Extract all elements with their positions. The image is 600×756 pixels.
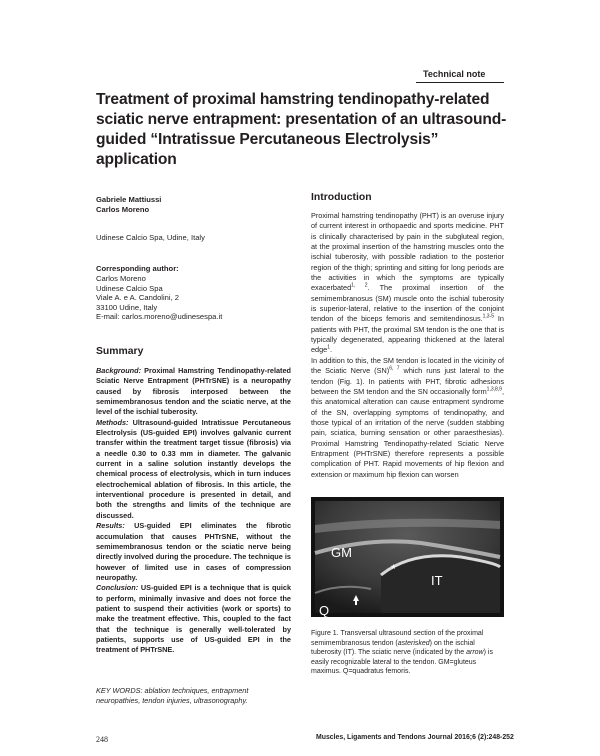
page-number: 248 — [96, 735, 108, 744]
abstract-label: Conclusion: — [96, 583, 139, 593]
summary-heading: Summary — [96, 346, 144, 357]
label-asterisk: * — [391, 562, 396, 576]
abstract — [96, 366, 291, 656]
corresponding-line: Carlos Moreno — [96, 274, 146, 283]
abstract-results: Results: US-guided EPI eliminates the fibrotic accumulation that causes PHTrSNE, without the semimembranosus tendon or the sciatic nerve being directly involved during the procedure. The technique is however of limited use in cases of compression neuropathy. — [96, 521, 292, 582]
corresponding-block — [96, 274, 222, 322]
keywords: KEY WORDS: ablation techniques, entrapment neuropathies, tendon injuries, ultrasonography. — [96, 686, 249, 706]
ultrasound-image — [311, 497, 504, 617]
figure-caption: Figure 1. Transversal ultrasound section of the proximal semimembranosus tendon (asterisked) on the ischial tuberosity (IT). The sciatic nerve (indicated by the arrow) is easily recognizable lateral to the tendon. GM=gluteus maximus. Q=quadratus femoris. — [311, 630, 493, 676]
intro-paragraph: Proximal hamstring tendinopathy (PHT) is an overuse injury of current interest in orthopaedic and sports medicine. PHT is clinically characterised by pain in the subgluteal region, at the proximal insertion of the hamstring muscles onto the ischial tuberosity, with possible radiation to the posterior region of the thigh; sprinting and sitting for long periods are the activities in which the symptoms are typically exacerbated$^{1, 2}$. The proximal insertion of the semimembranosus (SM) muscle onto the ischial tuberosity is superior-lateral, relative to the insertion of the conjoint tendon of the biceps femoris and semitendinosus.$^{1,3-5}$ In patients with PHT, the proximal SM tendon is the one that is typically degenerated, appearing thickened at the lateral edge$^1$. — [311, 211, 504, 355]
label-q: Q — [319, 603, 330, 617]
citation: 6, 7 — [389, 365, 400, 372]
affiliation: Udinese Calcio Spa, Udine, Italy — [96, 233, 205, 242]
abstract-methods: Methods: Ultrasound-guided Intratissue Percutaneous Electrolysis (US-guided EPI) involves galvanic current transfer within the treatment target tissue (fibrosis) via a needle 0.30 to 0.33 mm in diameter. The galvanic current in a saline solution instantly develops the chemical process of electrolysis, which in turn induces electrochemical ablation of fibrosis. In this article, the interventional procedure is presented in detail, and both the strengths and limits of the technique are discussed. — [96, 417, 291, 520]
citation: 1,3-5 — [482, 314, 495, 321]
abstract-label: Results: — [96, 521, 125, 531]
corresponding-heading: Corresponding author: — [96, 264, 179, 273]
author-name: Carlos Moreno — [96, 205, 150, 214]
corresponding-line: Udinese Calcio Spa — [96, 283, 163, 293]
abstract-label: Background: — [96, 366, 141, 375]
abstract-conclusion: Conclusion: US-guided EPI is a technique that is quick to perform, minimally invasive and does not force the patient to suspend their activities (work or sports) to make the treatment effective. This, coupled to the fact that the technique is generally well-tolerated by patients, supports use of US-guided EPI in the treatment of PHTrSNE. — [96, 583, 291, 655]
ultrasound-figure — [311, 497, 504, 617]
label-it: IT — [431, 573, 443, 588]
corresponding-line: 33100 Udine, Italy — [96, 302, 158, 312]
citation: 1 — [327, 345, 331, 352]
corresponding-email: E-mail: carlos.moreno@udinesespa.it — [96, 312, 223, 321]
journal-citation: Muscles, Ligaments and Tendons Journal 2016;6 (2):248-252 — [316, 734, 514, 741]
abstract-label: Methods: — [96, 417, 129, 427]
intro-paragraph: In addition to this, the SM tendon is located in the vicinity of the Sciatic Nerve (SN)$^{6, 7}$ which runs just lateral to the tendon (Fig. 1). In patients with PHT, fibrotic adhesions between the SM tendon and the SN occasionally form$^{1,3,8,9}$, this anatomical alteration can cause entrapment syndrome of the SN, overlapping symptoms of tendinopathy, and those typical of an irritation of the nerve (sudden stabbing pain, sciatica, burning sensation or other paraesthesias). Proximal Hamstring Tendinopathy-related Sciatic Nerve Entrapment (PHTrSNE) therefore represents a possible complication of PHT. Rapid movements of hip flexion and extension or maximum hip flexion can worsen — [311, 355, 504, 479]
citation: 1,3,8,9 — [486, 386, 502, 393]
abstract-background: Background: Proximal Hamstring Tendinopathy-related Sciatic Nerve Entrapment (PHTrSNE) is a neuropathy caused by fibrosis interposed between the semimembranosus tendon and the sciatic nerve, at the level of the ischial tuberosity. — [96, 366, 291, 417]
introduction-body — [311, 211, 504, 480]
citation: 1, 2 — [351, 282, 368, 289]
header-rule — [416, 82, 504, 83]
label-gm: GM — [331, 545, 352, 560]
sciatic-nerve-arrow-stem — [355, 601, 357, 605]
author-list — [96, 195, 161, 215]
corresponding-line: Viale A. e A. Candolini, 2 — [96, 293, 180, 302]
paper-title: Treatment of proximal hamstring tendinopathy-related sciatic nerve entrapment: presentation of an ultrasound-guided “Intratissue Percutaneous Electrolysis” application — [96, 91, 507, 168]
article-type-label: Technical note — [423, 69, 486, 79]
introduction-heading: Introduction — [311, 192, 372, 203]
author-name: Gabriele Mattiussi — [96, 195, 162, 204]
